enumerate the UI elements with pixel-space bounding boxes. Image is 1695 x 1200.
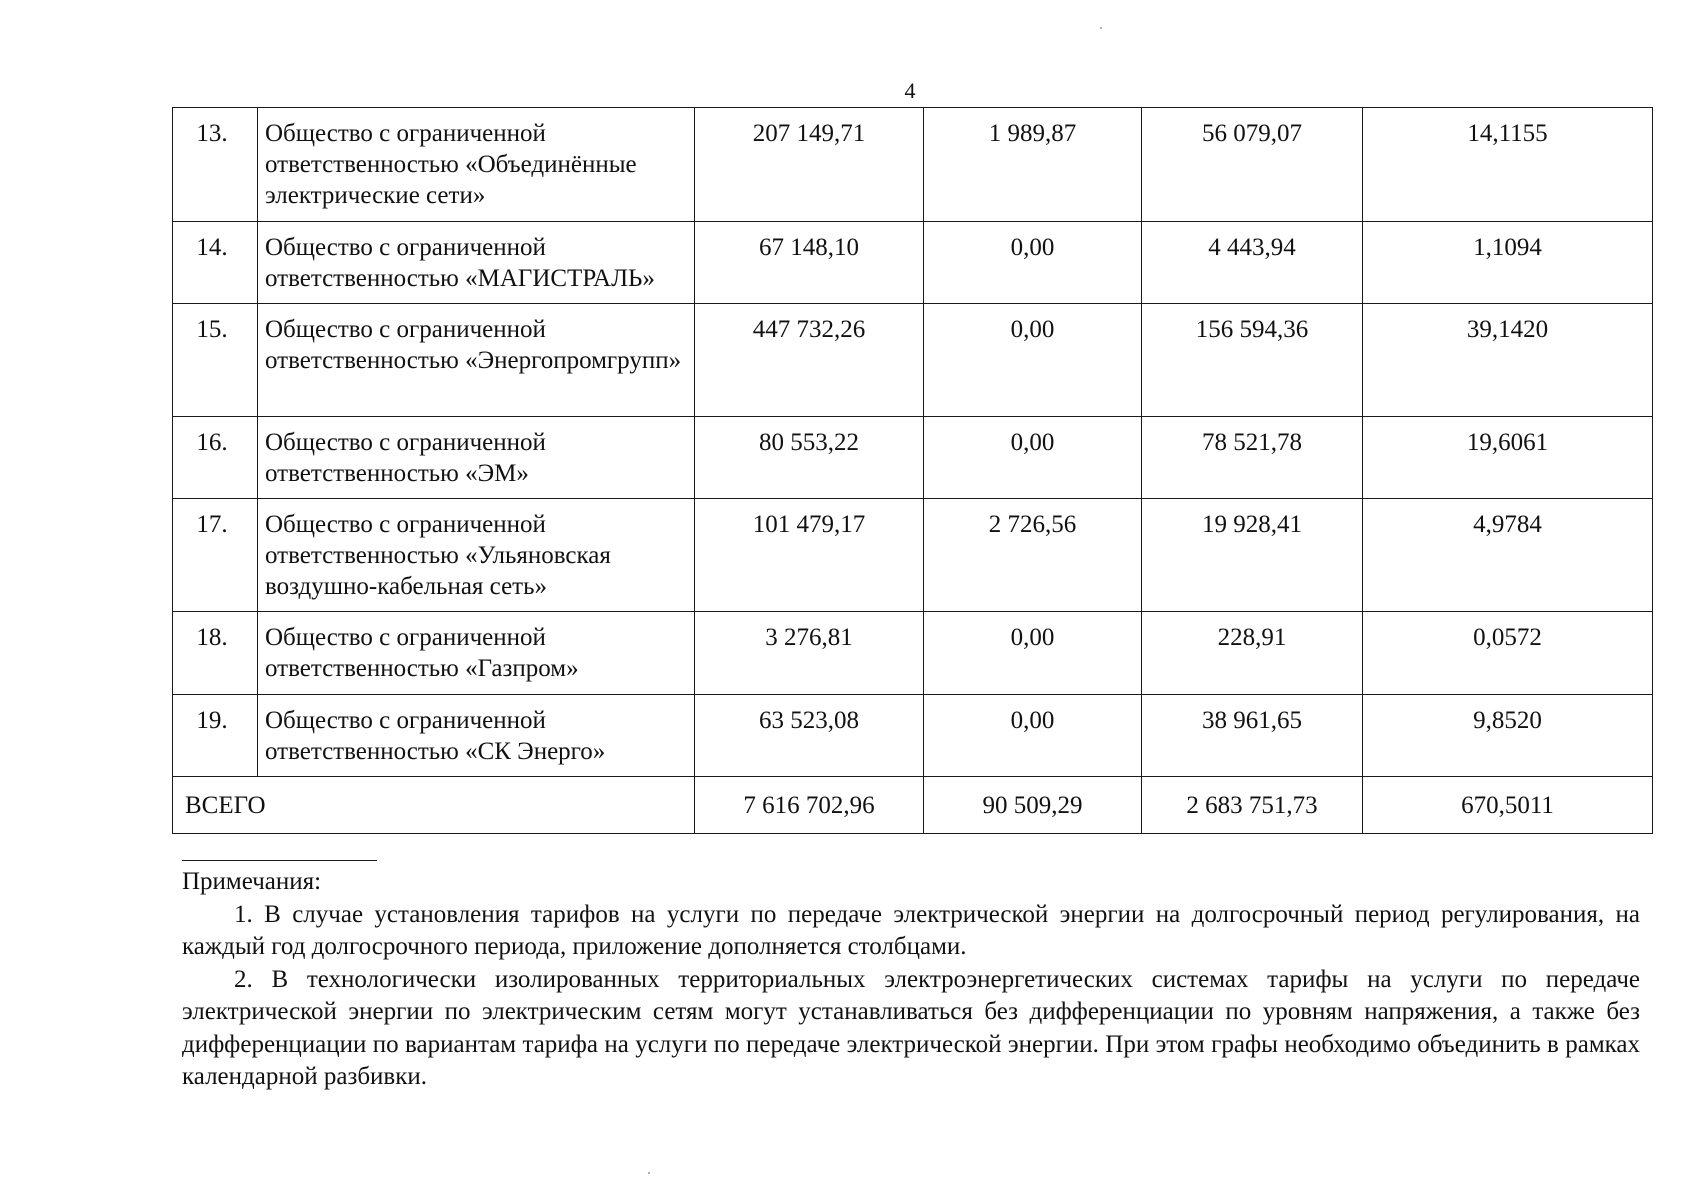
table-row: [173, 417, 1653, 499]
value-cell: 1 989,87: [924, 108, 1142, 222]
row-number: 16.: [173, 417, 258, 499]
value-cell: 1,1094: [1363, 222, 1653, 304]
value-cell: 39,1420: [1363, 304, 1653, 417]
total-value: 2 683 751,73: [1142, 777, 1363, 834]
note-item: 2. В технологически изолированных территориальных электроэнергетических системах тарифы на услуги по передаче электрической энергии по электрическим сетям могут устанавливаться без дифференциации по уровням напряжения, а также без дифференциации по вариантам тарифа на услуги по передаче электрической энергии. При этом графы необходимо объединить в рамках календарной разбивки.: [182, 965, 1640, 1090]
value-cell: 80 553,22: [695, 417, 924, 499]
tariff-table: [172, 107, 1653, 834]
table-row: [173, 304, 1653, 417]
organization-name: Общество с ограниченной ответственностью «СК Энерго»: [258, 695, 695, 777]
value-cell: 0,0572: [1363, 612, 1653, 695]
value-cell: 0,00: [924, 222, 1142, 304]
value-cell: 0,00: [924, 417, 1142, 499]
total-value: 670,5011: [1363, 777, 1653, 834]
value-cell: 447 732,26: [695, 304, 924, 417]
value-cell: 228,91: [1142, 612, 1363, 695]
table-row: [173, 499, 1653, 612]
total-row: [173, 777, 1653, 834]
value-cell: 14,1155: [1363, 108, 1653, 222]
table-row: [173, 695, 1653, 777]
value-cell: 101 479,17: [695, 499, 924, 612]
value-cell: 2 726,56: [924, 499, 1142, 612]
table-row: [173, 108, 1653, 222]
notes-title: Примечания:: [182, 868, 322, 895]
notes-divider: [182, 860, 377, 861]
table-row: [173, 222, 1653, 304]
scan-speck: [648, 1172, 650, 1174]
value-cell: 38 961,65: [1142, 695, 1363, 777]
value-cell: 78 521,78: [1142, 417, 1363, 499]
value-cell: 63 523,08: [695, 695, 924, 777]
value-cell: 9,8520: [1363, 695, 1653, 777]
value-cell: 0,00: [924, 304, 1142, 417]
organization-name: Общество с ограниченной ответственностью «Газпром»: [258, 612, 695, 695]
total-label: ВСЕГО: [173, 777, 695, 834]
value-cell: 4,9784: [1363, 499, 1653, 612]
value-cell: 19 928,41: [1142, 499, 1363, 612]
value-cell: 3 276,81: [695, 612, 924, 695]
value-cell: 56 079,07: [1142, 108, 1363, 222]
page-number: 4: [904, 78, 916, 103]
value-cell: 19,6061: [1363, 417, 1653, 499]
total-value: 90 509,29: [924, 777, 1142, 834]
row-number: 13.: [173, 108, 258, 222]
value-cell: 156 594,36: [1142, 304, 1363, 417]
scan-speck: [1100, 27, 1102, 29]
value-cell: 4 443,94: [1142, 222, 1363, 304]
row-number: 14.: [173, 222, 258, 304]
organization-name: Общество с ограниченной ответственностью «Объединённые электрические сети»: [258, 108, 695, 222]
row-number: 15.: [173, 304, 258, 417]
organization-name: Общество с ограниченной ответственностью «ЭМ»: [258, 417, 695, 499]
row-number: 19.: [173, 695, 258, 777]
note-item: 1. В случае установления тарифов на услуги по передаче электрической энергии на долгосрочный период регулирования, на каждый год долгосрочного периода, приложение дополняется столбцами.: [182, 900, 1640, 960]
organization-name: Общество с ограниченной ответственностью «МАГИСТРАЛЬ»: [258, 222, 695, 304]
total-value: 7 616 702,96: [695, 777, 924, 834]
value-cell: 207 149,71: [695, 108, 924, 222]
value-cell: 0,00: [924, 695, 1142, 777]
table-row: [173, 612, 1653, 695]
row-number: 17.: [173, 499, 258, 612]
value-cell: 0,00: [924, 612, 1142, 695]
row-number: 18.: [173, 612, 258, 695]
organization-name: Общество с ограниченной ответственностью «Энергопромгрупп»: [258, 304, 695, 417]
organization-name: Общество с ограниченной ответственностью «Ульяновская воздушно-кабельная сеть»: [258, 499, 695, 612]
notes-section: [182, 866, 1640, 1094]
value-cell: 67 148,10: [695, 222, 924, 304]
